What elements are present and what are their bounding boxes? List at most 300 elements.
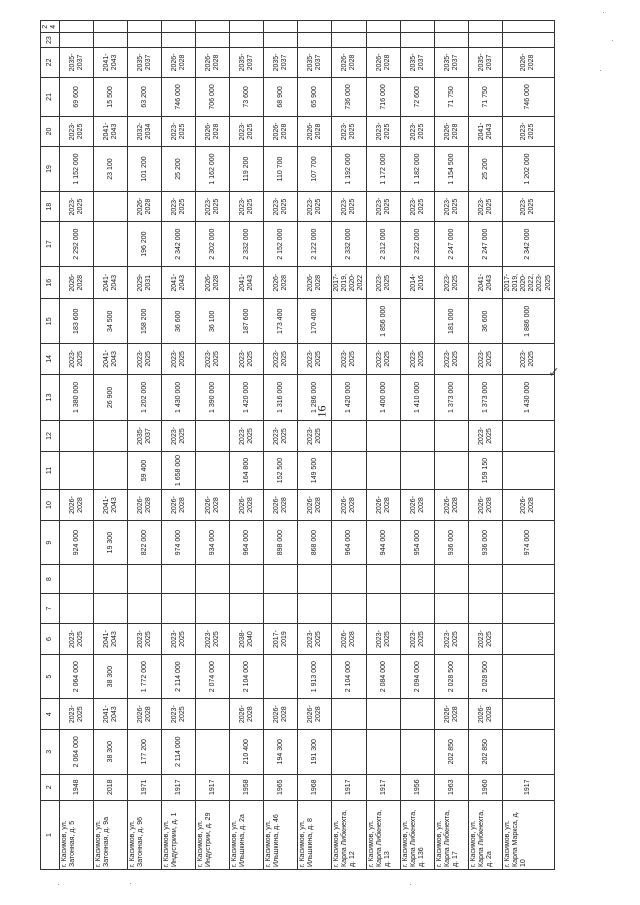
table-cell bbox=[196, 565, 230, 593]
table-cell: 2023-2025 bbox=[264, 421, 298, 451]
table-cell: 936 000 bbox=[469, 520, 503, 565]
table-row bbox=[298, 21, 332, 870]
table-cell: 2026-2028 bbox=[196, 47, 230, 77]
table-cell: 72 600 bbox=[401, 78, 435, 117]
table-cell: 2026-2028 bbox=[196, 266, 230, 298]
table-cell bbox=[60, 565, 94, 593]
column-index: 24 bbox=[41, 21, 60, 33]
table-cell: 2035-2037 bbox=[230, 47, 264, 77]
table-cell bbox=[264, 654, 298, 699]
table-cell: 2041-2043 bbox=[94, 116, 128, 146]
table-cell: 2029-2031 bbox=[128, 266, 162, 298]
table-cell: 2023-2025 bbox=[401, 344, 435, 374]
table-cell: 1960 bbox=[469, 774, 503, 800]
table-cell bbox=[469, 565, 503, 593]
table-cell: 2023-2025 bbox=[401, 624, 435, 654]
table-cell: 1 286 000 bbox=[298, 374, 332, 421]
table-cell: 2023-2025 bbox=[230, 116, 264, 146]
table-cell: 1 772 000 bbox=[128, 654, 162, 699]
table-cell: 2 074 000 bbox=[196, 654, 230, 699]
table-cell: 119 200 bbox=[230, 147, 264, 192]
table-cell: 202 850 bbox=[435, 729, 469, 774]
table-cell: 2023-2025 bbox=[503, 116, 554, 146]
table-cell bbox=[367, 33, 401, 47]
table-cell: 1 400 000 bbox=[367, 374, 401, 421]
table-cell bbox=[94, 421, 128, 451]
table-cell: 191 300 bbox=[298, 729, 332, 774]
table-cell: 1963 bbox=[435, 774, 469, 800]
table-cell: 36 100 bbox=[196, 299, 230, 344]
table-cell bbox=[332, 593, 367, 623]
table-cell bbox=[162, 21, 196, 33]
table-cell: 1917 bbox=[367, 774, 401, 800]
table-cell bbox=[367, 565, 401, 593]
table-cell: 26 900 bbox=[94, 374, 128, 421]
table-cell: 65 900 bbox=[298, 78, 332, 117]
table-cell: 2023-2025 bbox=[367, 191, 401, 221]
table-cell: 158 200 bbox=[128, 299, 162, 344]
table-cell: 2026-2028 bbox=[503, 490, 554, 520]
column-index: 20 bbox=[41, 116, 60, 146]
table-cell: 173 400 bbox=[264, 299, 298, 344]
table-cell bbox=[230, 33, 264, 47]
table-cell: 2 342 000 bbox=[162, 222, 196, 267]
column-index: 16 bbox=[41, 266, 60, 298]
table-cell: 2026-2028 bbox=[367, 47, 401, 77]
table-cell: 36 600 bbox=[469, 299, 503, 344]
table-cell: 2023-2025 bbox=[503, 191, 554, 221]
table-cell bbox=[332, 421, 367, 451]
table-row bbox=[60, 21, 94, 870]
table-cell: 2023-2025 bbox=[367, 116, 401, 146]
column-index: 8 bbox=[41, 565, 60, 593]
table-cell: 2 028 500 bbox=[435, 654, 469, 699]
table-cell: 2023-2025 bbox=[367, 624, 401, 654]
table-cell: 2023-2025 bbox=[503, 344, 554, 374]
table-cell bbox=[94, 565, 128, 593]
table-cell: 1917 bbox=[503, 774, 554, 800]
table-cell bbox=[332, 33, 367, 47]
table-cell: 2 114 000 bbox=[162, 654, 196, 699]
table-cell bbox=[401, 451, 435, 490]
table-cell: 71 750 bbox=[469, 78, 503, 117]
column-index: 6 bbox=[41, 624, 60, 654]
table-cell bbox=[367, 699, 401, 729]
table-cell: 2023-2025 bbox=[264, 191, 298, 221]
table-cell: 1 316 000 bbox=[264, 374, 298, 421]
column-index-row bbox=[41, 21, 60, 870]
table-cell: 1 192 000 bbox=[332, 147, 367, 192]
table-cell bbox=[298, 565, 332, 593]
table-cell: 1917 bbox=[196, 774, 230, 800]
table-cell: 68 900 bbox=[264, 78, 298, 117]
table-cell: 2026-2028 bbox=[298, 266, 332, 298]
table-cell: 73 600 bbox=[230, 78, 264, 117]
table-cell: 2026-2028 bbox=[332, 624, 367, 654]
table-cell: 2 247 000 bbox=[469, 222, 503, 267]
table-cell: 1 390 000 bbox=[196, 374, 230, 421]
table-cell: 2 064 000 bbox=[60, 654, 94, 699]
address-cell: г. Касимов, ул. Карла Либкнехта, д. 13 bbox=[367, 800, 401, 869]
table-cell: 2 122 000 bbox=[298, 222, 332, 267]
table-cell bbox=[298, 21, 332, 33]
table-cell: 2041-2043 bbox=[94, 47, 128, 77]
table-cell bbox=[401, 593, 435, 623]
column-index: 9 bbox=[41, 520, 60, 565]
table-cell: 2023-2025 bbox=[435, 191, 469, 221]
table-cell bbox=[503, 654, 554, 699]
column-index: 7 bbox=[41, 593, 60, 623]
table-cell: 34 500 bbox=[94, 299, 128, 344]
table-cell: 2026-2028 bbox=[230, 699, 264, 729]
table-cell: 936 000 bbox=[435, 520, 469, 565]
table-cell: 2023-2025 bbox=[435, 344, 469, 374]
address-cell: г. Касимов, ул. Затонная, д. 9а bbox=[94, 800, 128, 869]
column-index: 19 bbox=[41, 147, 60, 192]
address-cell: г. Касимов, ул. Карла Либкнехта, д. 12 bbox=[332, 800, 367, 869]
table-cell: 2023-2025 bbox=[230, 421, 264, 451]
table-cell: 2035-2037 bbox=[264, 47, 298, 77]
table-cell bbox=[435, 21, 469, 33]
table-row bbox=[196, 21, 230, 870]
table-cell bbox=[435, 33, 469, 47]
column-index: 12 bbox=[41, 421, 60, 451]
table-cell: 196 200 bbox=[128, 222, 162, 267]
table-cell: 924 000 bbox=[60, 520, 94, 565]
table-cell: 69 600 bbox=[60, 78, 94, 117]
table-cell bbox=[196, 421, 230, 451]
table-row bbox=[162, 21, 196, 870]
table-cell bbox=[367, 21, 401, 33]
table-cell: 2023-2025 bbox=[298, 344, 332, 374]
table-cell: 2026-2028 bbox=[332, 47, 367, 77]
table-cell: 2035-2037 bbox=[469, 47, 503, 77]
table-cell: 2023-2025 bbox=[435, 266, 469, 298]
table-cell: 2026-2028 bbox=[435, 699, 469, 729]
table-cell bbox=[503, 624, 554, 654]
table-cell: 210 400 bbox=[230, 729, 264, 774]
table-cell: 1 420 000 bbox=[230, 374, 264, 421]
column-index: 15 bbox=[41, 299, 60, 344]
table-cell: 1965 bbox=[264, 774, 298, 800]
table-cell bbox=[332, 21, 367, 33]
table-cell: 2026-2028 bbox=[60, 490, 94, 520]
table-cell: 2014-2016 bbox=[401, 266, 435, 298]
table-cell: 898 000 bbox=[264, 520, 298, 565]
table-cell: 2023-2025 bbox=[401, 116, 435, 146]
table-cell: 2023-2025 bbox=[162, 116, 196, 146]
table-cell: 2023-2025 bbox=[435, 624, 469, 654]
table-cell: 2038-2040 bbox=[230, 624, 264, 654]
address-cell: г. Касимов, ул. Карла Либкнехта, д. 136 bbox=[401, 800, 435, 869]
table-cell: 2017-2019 bbox=[264, 624, 298, 654]
table-cell: 706 000 bbox=[196, 78, 230, 117]
table-cell: 2 028 500 bbox=[469, 654, 503, 699]
table-cell: 1 913 000 bbox=[298, 654, 332, 699]
table-cell: 2023-2025 bbox=[196, 344, 230, 374]
table-cell: 2026-2028 bbox=[60, 266, 94, 298]
column-index: 17 bbox=[41, 222, 60, 267]
address-cell: г. Касимов, ул. Ильшкина, д. 2а bbox=[230, 800, 264, 869]
table-cell: 2023-2025 bbox=[469, 344, 503, 374]
address-cell: г. Касимов, ул. Ильшкина, д. 8 bbox=[298, 800, 332, 869]
table-cell bbox=[469, 33, 503, 47]
table-cell: 2026-2028 bbox=[230, 490, 264, 520]
table-cell bbox=[128, 21, 162, 33]
table-cell bbox=[401, 565, 435, 593]
table-cell bbox=[503, 565, 554, 593]
page-number: 16 bbox=[314, 405, 329, 418]
table-cell: 1 202 000 bbox=[503, 147, 554, 192]
table-cell: 159 150 bbox=[469, 451, 503, 490]
table-cell bbox=[401, 33, 435, 47]
table-row bbox=[264, 21, 298, 870]
table-cell: 38 300 bbox=[94, 729, 128, 774]
table-cell: 934 000 bbox=[196, 520, 230, 565]
table-row bbox=[469, 21, 503, 870]
table-cell bbox=[298, 33, 332, 47]
table-cell bbox=[60, 21, 94, 33]
table-cell bbox=[60, 421, 94, 451]
table-cell: 36 600 bbox=[162, 299, 196, 344]
table-cell bbox=[128, 593, 162, 623]
table-cell: 2026-2028 bbox=[264, 490, 298, 520]
register-table bbox=[40, 20, 555, 870]
table-cell bbox=[94, 451, 128, 490]
table-cell: 2023-2025 bbox=[469, 421, 503, 451]
table-cell bbox=[435, 565, 469, 593]
table-cell bbox=[264, 21, 298, 33]
table-cell: 107 700 bbox=[298, 147, 332, 192]
table-cell: 1 373 000 bbox=[435, 374, 469, 421]
table-cell: 2023-2025 bbox=[298, 421, 332, 451]
table-cell: 2041-2043 bbox=[94, 344, 128, 374]
table-cell: 2035-2037 bbox=[60, 47, 94, 77]
table-cell: 2041-2043 bbox=[469, 116, 503, 146]
table-cell: 2017-2019, 2020-2022 bbox=[332, 266, 367, 298]
table-cell: 822 000 bbox=[128, 520, 162, 565]
table-cell: 2023-2025 bbox=[196, 191, 230, 221]
table-cell: 25 200 bbox=[469, 147, 503, 192]
table-cell: 2026-2028 bbox=[264, 699, 298, 729]
table-cell: 2041-2043 bbox=[230, 266, 264, 298]
table-cell: 2023-2025 bbox=[332, 191, 367, 221]
table-cell: 2023-2025 bbox=[162, 421, 196, 451]
table-cell: 2041-2043 bbox=[94, 699, 128, 729]
table-cell: 164 800 bbox=[230, 451, 264, 490]
address-cell: г. Касимов, ул. Индустрии, д. 29 bbox=[196, 800, 230, 869]
table-cell: 2 292 000 bbox=[60, 222, 94, 267]
address-cell: г. Касимов, ул. Карла Либкнехта, д. 2а bbox=[469, 800, 503, 869]
table-cell: 2026-2028 bbox=[264, 266, 298, 298]
table-cell: 2026-2028 bbox=[162, 490, 196, 520]
table-row bbox=[128, 21, 162, 870]
column-index: 5 bbox=[41, 654, 60, 699]
table-row bbox=[401, 21, 435, 870]
table-cell bbox=[230, 21, 264, 33]
table-row bbox=[367, 21, 401, 870]
table-cell: 2023-2025 bbox=[60, 624, 94, 654]
table-cell: 2 094 000 bbox=[401, 654, 435, 699]
table-cell: 2026-2028 bbox=[298, 490, 332, 520]
table-cell: 1 162 000 bbox=[196, 147, 230, 192]
table-cell: 716 000 bbox=[367, 78, 401, 117]
table-cell: 2023-2025 bbox=[60, 116, 94, 146]
table-cell bbox=[94, 21, 128, 33]
table-cell: 2 312 000 bbox=[367, 222, 401, 267]
table-cell bbox=[196, 699, 230, 729]
table-cell: 23 100 bbox=[94, 147, 128, 192]
table-cell bbox=[435, 593, 469, 623]
table-cell: 2 332 000 bbox=[230, 222, 264, 267]
table-cell: 1 182 000 bbox=[401, 147, 435, 192]
table-cell: 2023-2025 bbox=[264, 344, 298, 374]
table-cell: 2023-2025 bbox=[298, 624, 332, 654]
table-cell: 1 430 000 bbox=[503, 374, 554, 421]
table-cell: 152 500 bbox=[264, 451, 298, 490]
table-cell: 59 400 bbox=[128, 451, 162, 490]
table-cell: 2026-2028 bbox=[264, 116, 298, 146]
table-cell: 2023-2025 bbox=[162, 191, 196, 221]
table-cell: 1948 bbox=[60, 774, 94, 800]
table-cell bbox=[128, 33, 162, 47]
table-cell bbox=[196, 451, 230, 490]
table-cell: 1 420 000 bbox=[332, 374, 367, 421]
table-cell bbox=[367, 729, 401, 774]
table-cell: 2026-2028 bbox=[469, 490, 503, 520]
table-cell: 71 750 bbox=[435, 78, 469, 117]
table-cell: 2023-2025 bbox=[128, 344, 162, 374]
table-cell bbox=[264, 565, 298, 593]
table-cell: 2026-2028 bbox=[469, 699, 503, 729]
table-cell: 1971 bbox=[128, 774, 162, 800]
table-cell: 187 600 bbox=[230, 299, 264, 344]
column-index: 14 bbox=[41, 344, 60, 374]
table-cell: 2026-2028 bbox=[367, 490, 401, 520]
table-row bbox=[230, 21, 264, 870]
table-cell bbox=[94, 191, 128, 221]
table-cell: 2026-2028 bbox=[128, 490, 162, 520]
table-cell: 1 152 000 bbox=[60, 147, 94, 192]
table-cell: 2026-2028 bbox=[503, 47, 554, 77]
table-cell: 1956 bbox=[401, 774, 435, 800]
table-cell bbox=[469, 593, 503, 623]
table-cell: 1 202 000 bbox=[128, 374, 162, 421]
table-cell: 746 000 bbox=[162, 78, 196, 117]
table-cell bbox=[60, 451, 94, 490]
address-cell: г. Касимов, ул. Карла Либкнехта, д. 17 bbox=[435, 800, 469, 869]
table-cell: 194 300 bbox=[264, 729, 298, 774]
column-index: 1 bbox=[41, 800, 60, 869]
table-cell bbox=[367, 451, 401, 490]
column-index: 18 bbox=[41, 191, 60, 221]
table-cell: 2026-2028 bbox=[298, 116, 332, 146]
column-index: 22 bbox=[41, 47, 60, 77]
table-cell bbox=[162, 565, 196, 593]
table-cell: 2023-2025 bbox=[162, 699, 196, 729]
table-cell bbox=[196, 729, 230, 774]
table-cell: 2023-2025 bbox=[162, 624, 196, 654]
table-cell: 2018 bbox=[94, 774, 128, 800]
table-cell: 1 430 000 bbox=[162, 374, 196, 421]
table-cell: 25 200 bbox=[162, 147, 196, 192]
table-cell bbox=[367, 593, 401, 623]
table-cell bbox=[196, 593, 230, 623]
table-cell: 2026-2028 bbox=[162, 47, 196, 77]
table-cell bbox=[298, 593, 332, 623]
address-cell: г. Касимов, ул. Индустриии, д. 1 bbox=[162, 800, 196, 869]
table-cell: 1917 bbox=[332, 774, 367, 800]
address-cell: г. Касимов, ул. Ильшкина, д. 46 bbox=[264, 800, 298, 869]
table-cell: 944 000 bbox=[367, 520, 401, 565]
table-cell: 177 200 bbox=[128, 729, 162, 774]
table-cell: 2041-2043 bbox=[94, 490, 128, 520]
table-cell: 2035-2037 bbox=[298, 47, 332, 77]
table-cell: 868 000 bbox=[298, 520, 332, 565]
table-cell bbox=[332, 565, 367, 593]
table-cell: 2023-2025 bbox=[230, 191, 264, 221]
table-cell bbox=[60, 33, 94, 47]
table-cell: 110 700 bbox=[264, 147, 298, 192]
address-cell: г. Касимов, ул. Затонная, д. 5 bbox=[60, 800, 94, 869]
table-cell bbox=[162, 33, 196, 47]
table-cell: 149 500 bbox=[298, 451, 332, 490]
table-cell: 2023-2025 bbox=[469, 624, 503, 654]
table-cell: 2023-2025 bbox=[60, 191, 94, 221]
table-cell bbox=[367, 421, 401, 451]
column-index: 21 bbox=[41, 78, 60, 117]
column-index: 11 bbox=[41, 451, 60, 490]
table-cell bbox=[401, 21, 435, 33]
table-cell: 2023-2025 bbox=[60, 699, 94, 729]
table-cell: 2 104 000 bbox=[332, 654, 367, 699]
table-cell: 1968 bbox=[298, 774, 332, 800]
table-cell: 2026-2028 bbox=[128, 191, 162, 221]
table-cell bbox=[503, 593, 554, 623]
column-index: 10 bbox=[41, 490, 60, 520]
table-cell: 1 658 000 bbox=[162, 451, 196, 490]
address-cell: г. Касимов, ул. Карла Маркса, д. 10 bbox=[503, 800, 554, 869]
table-cell: 2023-2025 bbox=[128, 624, 162, 654]
table-cell: 2041-2043 bbox=[469, 266, 503, 298]
column-index: 4 bbox=[41, 699, 60, 729]
table-cell: 2023-2025 bbox=[298, 191, 332, 221]
table-cell: 202 850 bbox=[469, 729, 503, 774]
table-cell bbox=[94, 33, 128, 47]
table-cell: 2 332 000 bbox=[332, 222, 367, 267]
table-cell bbox=[128, 565, 162, 593]
table-cell: 2 104 000 bbox=[230, 654, 264, 699]
table-cell bbox=[435, 421, 469, 451]
table-cell: 964 000 bbox=[332, 520, 367, 565]
table-cell: 2035-2037 bbox=[128, 421, 162, 451]
table-cell: 2041-2043 bbox=[94, 266, 128, 298]
table-cell: 2026-2028 bbox=[196, 490, 230, 520]
table-cell: 2 152 000 bbox=[264, 222, 298, 267]
table-cell: 2035-2037 bbox=[128, 47, 162, 77]
table-cell: 2023-2025 bbox=[401, 191, 435, 221]
table-cell bbox=[401, 299, 435, 344]
table-cell: 63 200 bbox=[128, 78, 162, 117]
table-cell bbox=[503, 421, 554, 451]
check-mark-icon: ✓ bbox=[548, 364, 560, 380]
table-cell bbox=[503, 451, 554, 490]
table-cell: 1 886 000 bbox=[503, 299, 554, 344]
table-cell: 2017-2019, 2020-2022, 2023-2025 bbox=[503, 266, 554, 298]
table-cell bbox=[196, 21, 230, 33]
table-cell: 1917 bbox=[162, 774, 196, 800]
register-table-container bbox=[40, 20, 590, 870]
